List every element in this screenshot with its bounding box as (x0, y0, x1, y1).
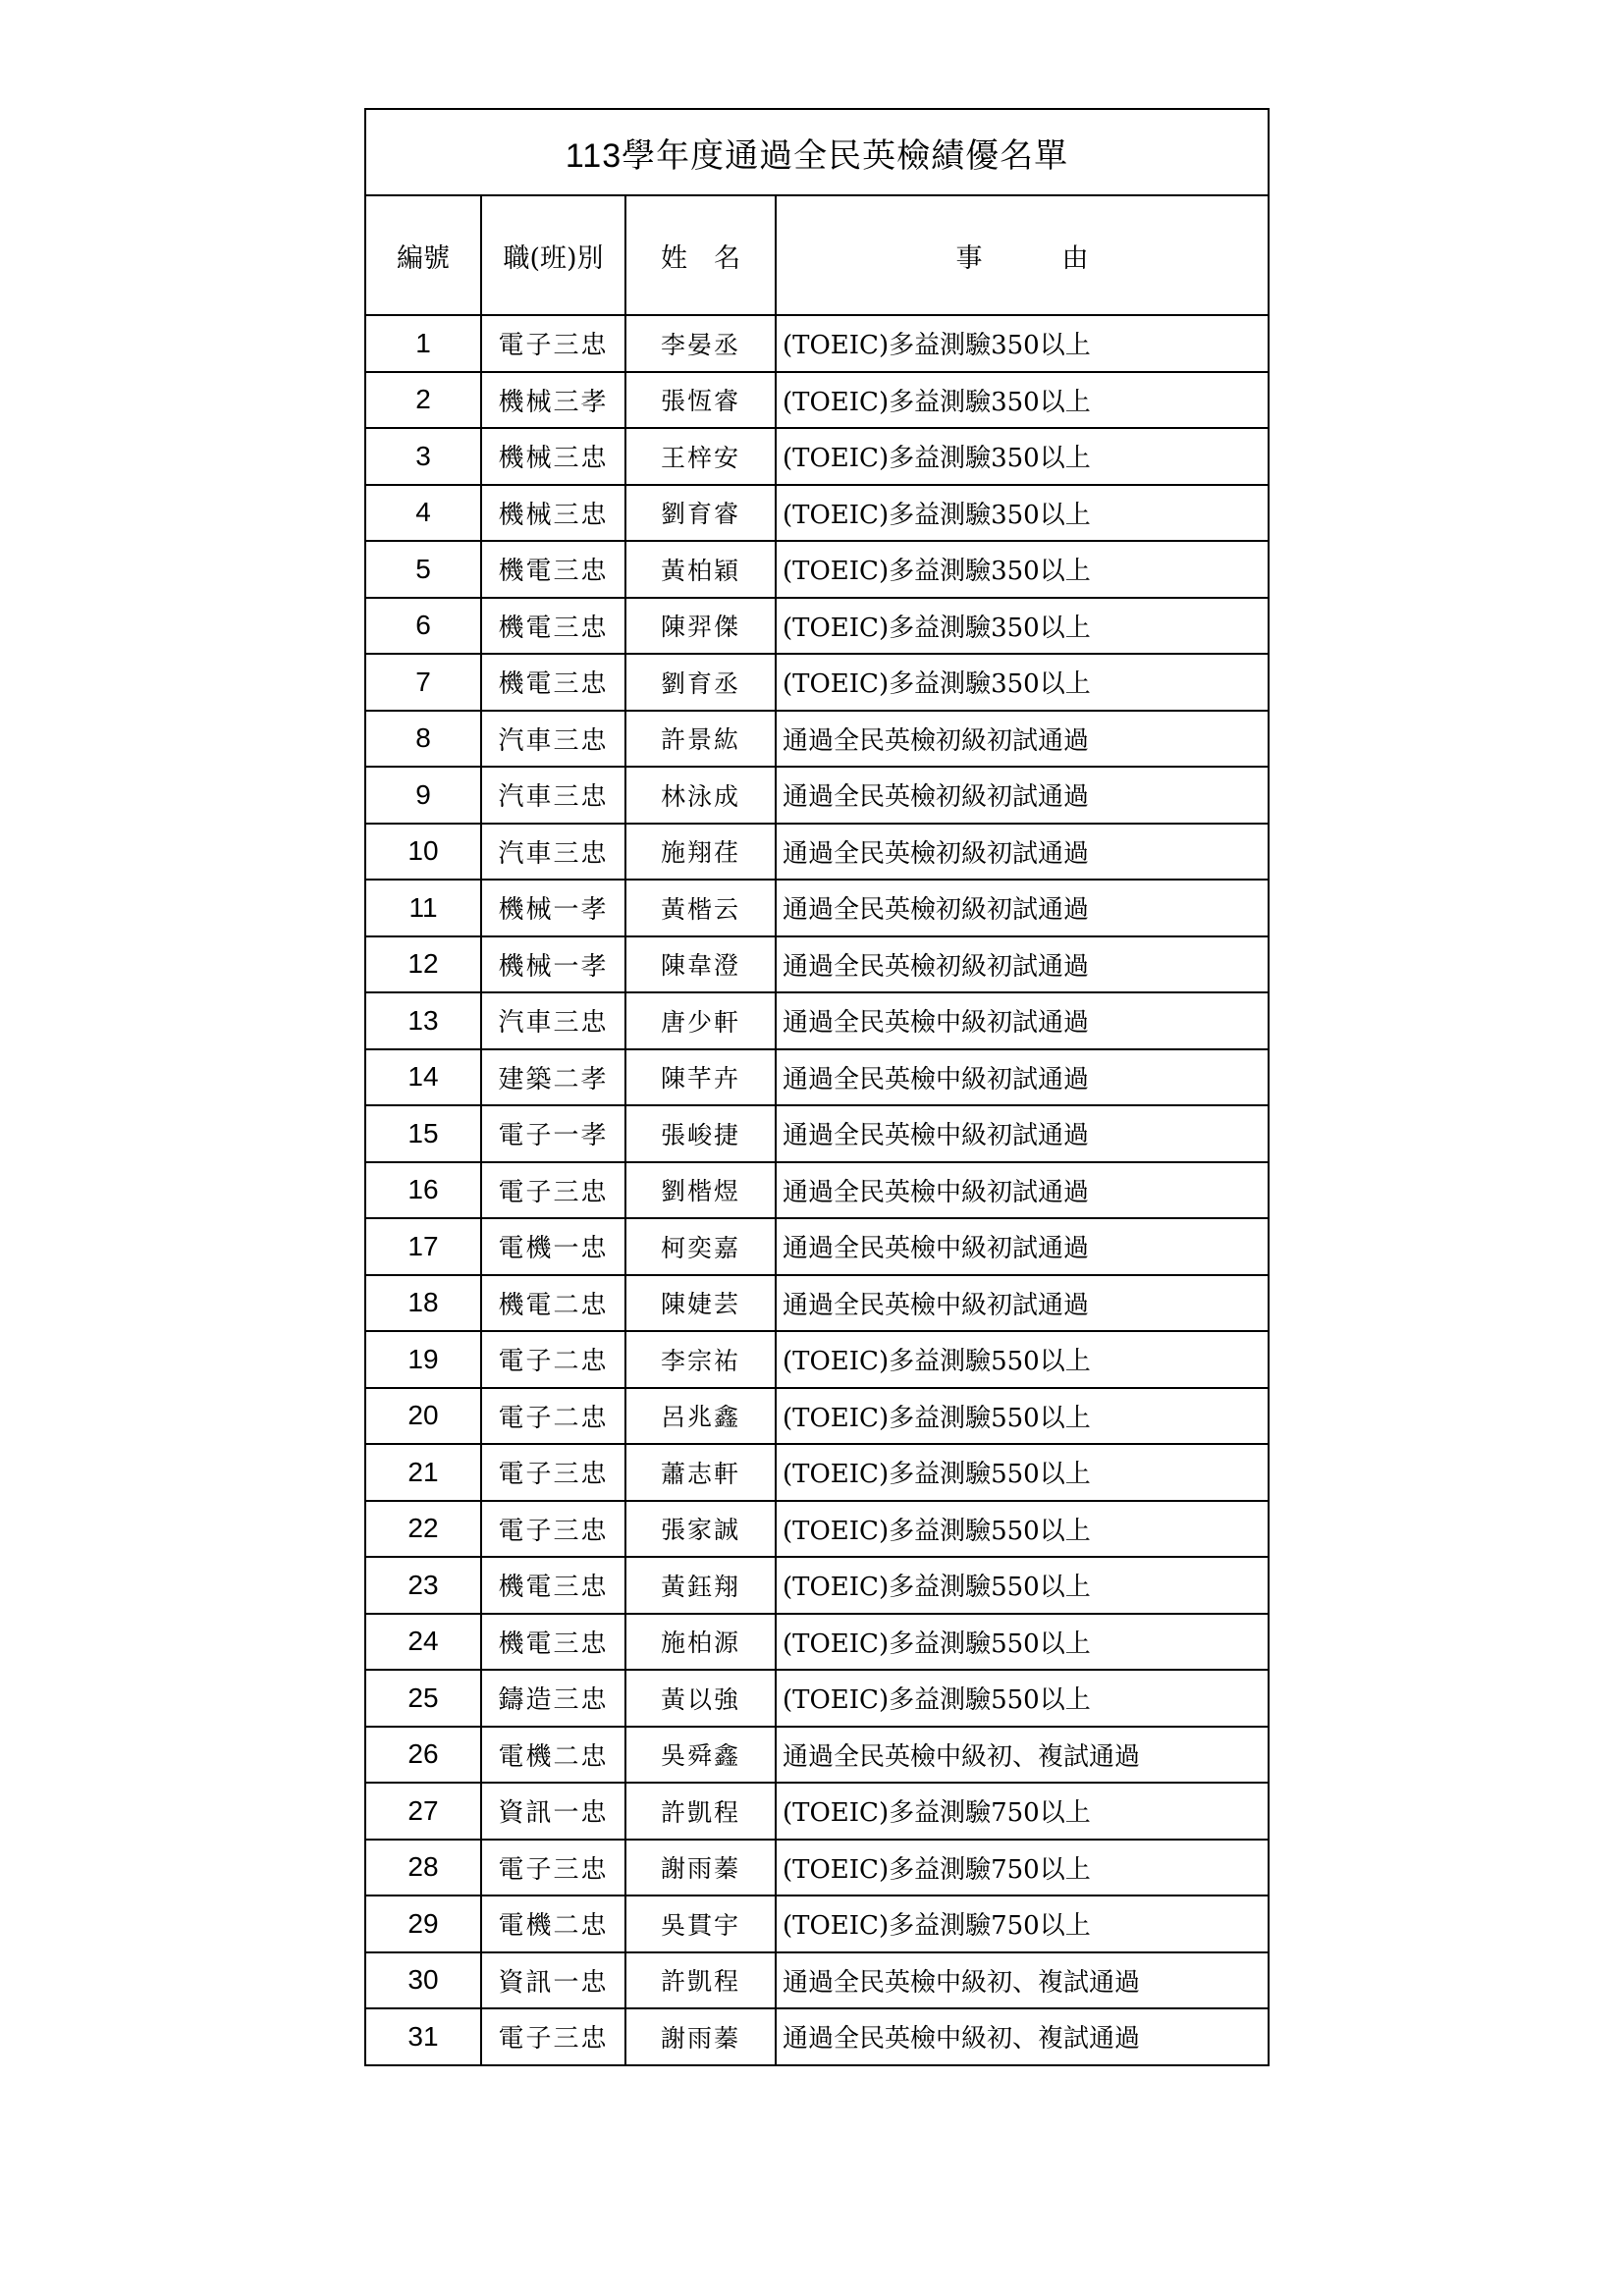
table-body (365, 315, 1269, 2065)
row-name: 劉育丞 (625, 654, 776, 711)
row-reason: 通過全民英檢初級初試通過 (776, 936, 1269, 993)
row-reason: (TOEIC)多益測驗550以上 (776, 1331, 1269, 1388)
row-reason: (TOEIC)多益測驗550以上 (776, 1501, 1269, 1558)
row-class: 電子三忠 (481, 1444, 625, 1501)
row-number: 2 (365, 372, 481, 429)
table-row (365, 654, 1269, 711)
row-name: 呂兆鑫 (625, 1388, 776, 1445)
row-name: 施柏源 (625, 1614, 776, 1671)
table-row (365, 1162, 1269, 1219)
table-row (365, 1275, 1269, 1332)
row-reason: 通過全民英檢中級初試通過 (776, 1162, 1269, 1219)
table-row (365, 1557, 1269, 1614)
row-number: 26 (365, 1727, 481, 1784)
row-name: 張峻捷 (625, 1105, 776, 1162)
row-number: 18 (365, 1275, 481, 1332)
row-name: 蕭志軒 (625, 1444, 776, 1501)
row-number: 25 (365, 1670, 481, 1727)
table-row (365, 485, 1269, 542)
row-class: 機械一孝 (481, 936, 625, 993)
table-row (365, 1670, 1269, 1727)
row-number: 22 (365, 1501, 481, 1558)
row-reason: (TOEIC)多益測驗550以上 (776, 1557, 1269, 1614)
row-class: 電子三忠 (481, 1162, 625, 1219)
table-row (365, 428, 1269, 485)
row-number: 24 (365, 1614, 481, 1671)
row-name: 劉育睿 (625, 485, 776, 542)
row-name: 黃以強 (625, 1670, 776, 1727)
row-reason: (TOEIC)多益測驗550以上 (776, 1614, 1269, 1671)
row-name: 林泳成 (625, 767, 776, 824)
row-reason: (TOEIC)多益測驗350以上 (776, 315, 1269, 372)
title-row (365, 109, 1269, 195)
row-number: 13 (365, 992, 481, 1049)
row-class: 汽車三忠 (481, 992, 625, 1049)
row-number: 20 (365, 1388, 481, 1445)
header-name: 姓 名 (625, 195, 776, 315)
row-class: 電機二忠 (481, 1896, 625, 1952)
row-reason: 通過全民英檢初級初試通過 (776, 824, 1269, 881)
row-reason: 通過全民英檢初級初試通過 (776, 880, 1269, 936)
row-number: 17 (365, 1218, 481, 1275)
table-row (365, 711, 1269, 768)
table-row (365, 1727, 1269, 1784)
row-reason: (TOEIC)多益測驗350以上 (776, 598, 1269, 655)
row-reason: (TOEIC)多益測驗750以上 (776, 1783, 1269, 1840)
row-number: 14 (365, 1049, 481, 1106)
row-reason: 通過全民英檢中級初試通過 (776, 1218, 1269, 1275)
header-reason: 事 由 (776, 195, 1269, 315)
row-name: 李晏丞 (625, 315, 776, 372)
row-class: 機械三孝 (481, 372, 625, 429)
row-number: 5 (365, 541, 481, 598)
table-row (365, 1840, 1269, 1896)
row-reason: 通過全民英檢中級初、複試通過 (776, 1952, 1269, 2009)
row-reason: (TOEIC)多益測驗350以上 (776, 541, 1269, 598)
row-number: 15 (365, 1105, 481, 1162)
row-name: 李宗祐 (625, 1331, 776, 1388)
row-reason: (TOEIC)多益測驗350以上 (776, 485, 1269, 542)
table-row (365, 767, 1269, 824)
table-row (365, 598, 1269, 655)
row-name: 王梓安 (625, 428, 776, 485)
row-class: 電子三忠 (481, 1501, 625, 1558)
row-number: 21 (365, 1444, 481, 1501)
row-reason: (TOEIC)多益測驗750以上 (776, 1840, 1269, 1896)
header-class: 職(班)別 (481, 195, 625, 315)
row-number: 8 (365, 711, 481, 768)
row-number: 4 (365, 485, 481, 542)
row-name: 黃楷云 (625, 880, 776, 936)
row-reason: (TOEIC)多益測驗550以上 (776, 1444, 1269, 1501)
header-row (365, 195, 1269, 315)
row-number: 7 (365, 654, 481, 711)
row-reason: (TOEIC)多益測驗350以上 (776, 654, 1269, 711)
row-name: 柯奕嘉 (625, 1218, 776, 1275)
table-row (365, 1444, 1269, 1501)
row-name: 陳韋澄 (625, 936, 776, 993)
row-reason: (TOEIC)多益測驗550以上 (776, 1388, 1269, 1445)
honor-list-document (364, 108, 1268, 2066)
row-class: 機電三忠 (481, 541, 625, 598)
row-number: 27 (365, 1783, 481, 1840)
row-name: 謝雨蓁 (625, 1840, 776, 1896)
row-reason: 通過全民英檢中級初、複試通過 (776, 2008, 1269, 2065)
table-row (365, 541, 1269, 598)
row-number: 30 (365, 1952, 481, 2009)
row-name: 謝雨蓁 (625, 2008, 776, 2065)
row-number: 11 (365, 880, 481, 936)
row-class: 機械一孝 (481, 880, 625, 936)
row-number: 10 (365, 824, 481, 881)
row-class: 電子三忠 (481, 1840, 625, 1896)
row-name: 陳婕芸 (625, 1275, 776, 1332)
row-number: 31 (365, 2008, 481, 2065)
row-class: 汽車三忠 (481, 824, 625, 881)
row-reason: 通過全民英檢中級初試通過 (776, 1049, 1269, 1106)
table-row (365, 824, 1269, 881)
table-row (365, 1331, 1269, 1388)
row-reason: (TOEIC)多益測驗350以上 (776, 428, 1269, 485)
table-row (365, 936, 1269, 993)
table-row (365, 992, 1269, 1049)
row-class: 資訊一忠 (481, 1783, 625, 1840)
row-name: 黃柏穎 (625, 541, 776, 598)
row-class: 資訊一忠 (481, 1952, 625, 2009)
row-name: 黃鈺翔 (625, 1557, 776, 1614)
row-reason: 通過全民英檢初級初試通過 (776, 711, 1269, 768)
row-name: 張恆睿 (625, 372, 776, 429)
row-class: 汽車三忠 (481, 711, 625, 768)
row-class: 機電三忠 (481, 598, 625, 655)
row-class: 機械三忠 (481, 428, 625, 485)
row-reason: 通過全民英檢中級初試通過 (776, 992, 1269, 1049)
table-row (365, 315, 1269, 372)
row-number: 23 (365, 1557, 481, 1614)
row-number: 16 (365, 1162, 481, 1219)
row-class: 電子一孝 (481, 1105, 625, 1162)
table-row (365, 1049, 1269, 1106)
row-class: 建築二孝 (481, 1049, 625, 1106)
table-row (365, 1896, 1269, 1952)
table-row (365, 1783, 1269, 1840)
row-class: 汽車三忠 (481, 767, 625, 824)
row-number: 1 (365, 315, 481, 372)
table-row (365, 1501, 1269, 1558)
row-class: 機電三忠 (481, 1614, 625, 1671)
table-row (365, 1952, 1269, 2009)
row-reason: (TOEIC)多益測驗550以上 (776, 1670, 1269, 1727)
row-reason: 通過全民英檢中級初試通過 (776, 1105, 1269, 1162)
row-class: 機械三忠 (481, 485, 625, 542)
row-number: 29 (365, 1896, 481, 1952)
row-reason: (TOEIC)多益測驗350以上 (776, 372, 1269, 429)
table-row (365, 2008, 1269, 2065)
row-class: 機電三忠 (481, 1557, 625, 1614)
row-class: 電子二忠 (481, 1331, 625, 1388)
row-number: 12 (365, 936, 481, 993)
row-class: 電子三忠 (481, 2008, 625, 2065)
row-class: 機電三忠 (481, 654, 625, 711)
table-row (365, 1218, 1269, 1275)
row-class: 電機二忠 (481, 1727, 625, 1784)
row-name: 許凱程 (625, 1952, 776, 2009)
row-class: 電子三忠 (481, 315, 625, 372)
row-name: 唐少軒 (625, 992, 776, 1049)
row-name: 吳貫宇 (625, 1896, 776, 1952)
row-reason: (TOEIC)多益測驗750以上 (776, 1896, 1269, 1952)
row-number: 3 (365, 428, 481, 485)
document-title: 113學年度通過全民英檢績優名單 (365, 109, 1269, 195)
row-reason: 通過全民英檢中級初試通過 (776, 1275, 1269, 1332)
row-name: 施翔荏 (625, 824, 776, 881)
row-name: 劉楷煜 (625, 1162, 776, 1219)
row-class: 電子二忠 (481, 1388, 625, 1445)
row-name: 許凱程 (625, 1783, 776, 1840)
header-no: 編號 (365, 195, 481, 315)
row-class: 電機一忠 (481, 1218, 625, 1275)
table-row (365, 880, 1269, 936)
row-class: 機電二忠 (481, 1275, 625, 1332)
row-name: 張家誠 (625, 1501, 776, 1558)
table-row (365, 1614, 1269, 1671)
row-name: 陳羿傑 (625, 598, 776, 655)
row-number: 19 (365, 1331, 481, 1388)
row-reason: 通過全民英檢初級初試通過 (776, 767, 1269, 824)
row-number: 6 (365, 598, 481, 655)
table-row (365, 372, 1269, 429)
row-name: 陳芊卉 (625, 1049, 776, 1106)
row-reason: 通過全民英檢中級初、複試通過 (776, 1727, 1269, 1784)
row-number: 9 (365, 767, 481, 824)
row-class: 鑄造三忠 (481, 1670, 625, 1727)
table-row (365, 1388, 1269, 1445)
row-number: 28 (365, 1840, 481, 1896)
row-name: 吳舜鑫 (625, 1727, 776, 1784)
honor-list-table (364, 108, 1270, 2066)
table-row (365, 1105, 1269, 1162)
row-name: 許景紘 (625, 711, 776, 768)
